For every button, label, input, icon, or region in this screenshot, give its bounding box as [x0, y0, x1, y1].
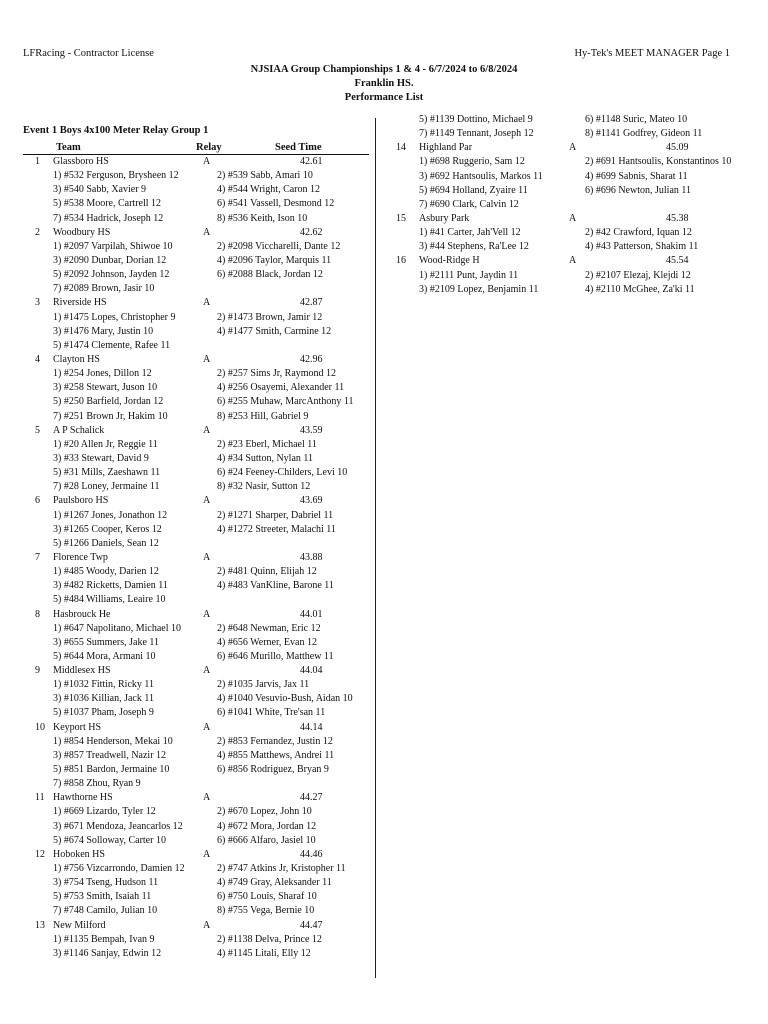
- report-header: [0, 63, 768, 105]
- team-seed-time: 44.04: [300, 665, 323, 677]
- swimmer-row: [23, 240, 373, 254]
- swimmer-row: [23, 212, 373, 226]
- team-row: [23, 608, 373, 622]
- swimmer-row: [23, 509, 373, 523]
- relay-member: 7) #28 Loney, Jermaine 11: [53, 481, 160, 493]
- relay-member: 2) #539 Sabb, Amari 10: [217, 170, 313, 182]
- swimmer-row: [23, 933, 373, 947]
- relay-member: 3) #754 Tseng, Hudson 11: [53, 877, 159, 889]
- relay-member: 3) #33 Stewart, David 9: [53, 452, 149, 464]
- relay-member: 5) #31 Mills, Zaeshawn 11: [53, 467, 161, 479]
- swimmer-row: [23, 452, 373, 466]
- relay-member: 3) #692 Hantsoulis, Markos 11: [419, 170, 543, 182]
- swimmer-row: [23, 820, 373, 834]
- relay-member: 7) #748 Camilo, Julian 10: [53, 905, 158, 917]
- team-seed-time: 43.88: [300, 551, 323, 563]
- swimmer-row: [393, 269, 768, 283]
- relay-member: 2) #1473 Brown, Jamir 12: [217, 311, 323, 323]
- swimmer-row: [393, 226, 768, 240]
- relay-member: 3) #2109 Lopez, Benjamin 11: [419, 283, 539, 295]
- team-seed-time: 44.14: [300, 721, 323, 733]
- team-name: Hawthorne HS: [53, 792, 113, 804]
- team-row: [23, 494, 373, 508]
- relay-member: 4) #749 Gray, Aleksander 11: [217, 877, 332, 889]
- team-name: Wood-Ridge H: [419, 255, 480, 267]
- team-relay: A: [569, 212, 577, 224]
- relay-member: 4) #544 Wright, Caron 12: [217, 184, 321, 196]
- team-name: A P Schalick: [53, 424, 105, 436]
- relay-member: 2) #2098 Viccharelli, Dante 12: [217, 240, 341, 252]
- relay-member: 6) #2088 Black, Jordan 12: [217, 269, 323, 281]
- swimmer-row: [23, 579, 373, 593]
- relay-member: 3) #258 Stewart, Juson 10: [53, 382, 158, 394]
- team-relay: A: [203, 665, 211, 677]
- team-seed-time: 43.69: [300, 495, 323, 507]
- relay-member: 2) #1138 Delva, Prince 12: [217, 933, 322, 945]
- relay-member: 3) #540 Sabb, Xavier 9: [53, 184, 147, 196]
- swimmer-row: [23, 197, 373, 211]
- venue: Franklin HS.: [354, 78, 414, 89]
- team-row: [393, 254, 768, 268]
- swimmer-row: [23, 367, 373, 381]
- team-name: Woodbury HS: [53, 226, 111, 238]
- swimmer-row: [23, 706, 373, 720]
- team-name: Hoboken HS: [53, 848, 105, 860]
- swimmer-row: [23, 410, 373, 424]
- relay-member: 1) #1475 Lopes, Christopher 9: [53, 311, 176, 323]
- relay-member: 1) #1135 Bempah, Ivan 9: [53, 933, 155, 945]
- team-rank: 15: [396, 212, 406, 224]
- event-title: Event 1 Boys 4x100 Meter Relay Group 1: [23, 125, 209, 136]
- relay-member: 4) #1477 Smith, Carmine 12: [217, 325, 332, 337]
- team-row: [23, 353, 373, 367]
- relay-member: 4) #1145 Litali, Elly 12: [217, 947, 311, 959]
- team-relay: A: [203, 297, 211, 309]
- relay-member: 1) #854 Henderson, Mekai 10: [53, 735, 173, 747]
- swimmer-row: [23, 777, 373, 791]
- relay-member: 3) #44 Stephens, Ra'Lee 12: [419, 241, 529, 253]
- team-rank: 16: [396, 255, 406, 267]
- relay-member: 4) #256 Osayemi, Alexander 11: [217, 382, 345, 394]
- team-rank: 7: [35, 551, 40, 563]
- swimmer-row: [393, 283, 768, 297]
- team-relay: A: [569, 255, 577, 267]
- swimmer-row: [23, 862, 373, 876]
- relay-member: 2) #670 Lopez, John 10: [217, 806, 312, 818]
- relay-member: 8) #536 Keith, Ison 10: [217, 212, 308, 224]
- relay-member: 5) #753 Smith, Isaiah 11: [53, 891, 152, 903]
- team-relay: A: [203, 226, 211, 238]
- relay-member: 1) #485 Woody, Darien 12: [53, 566, 159, 578]
- team-seed-time: 42.62: [300, 226, 323, 238]
- team-rank: 5: [35, 424, 40, 436]
- relay-member: 7) #858 Zhou, Ryan 9: [53, 778, 141, 790]
- relay-member: 4) #483 VanKline, Barone 11: [217, 580, 334, 592]
- swimmer-row: [393, 155, 768, 169]
- relay-member: 5) #1139 Dottino, Michael 9: [419, 114, 533, 125]
- swimmer-row: [23, 169, 373, 183]
- swimmer-row: [23, 254, 373, 268]
- relay-member: 5) #1266 Daniels, Sean 12: [53, 537, 159, 549]
- swimmer-row: [23, 565, 373, 579]
- right-column: [393, 113, 768, 297]
- swimmer-row: [23, 523, 373, 537]
- team-rank: 3: [35, 297, 40, 309]
- team-name: Keyport HS: [53, 721, 102, 733]
- relay-member: 3) #671 Mendoza, Jeancarlos 12: [53, 820, 183, 832]
- team-relay: A: [203, 551, 211, 563]
- relay-member: 1) #2097 Varpilah, Shiwoe 10: [53, 240, 173, 252]
- team-rank: 8: [35, 608, 40, 620]
- team-relay: A: [203, 353, 211, 365]
- relay-member: 8) #32 Nasir, Sutton 12: [217, 481, 311, 493]
- relay-member: 1) #20 Allen Jr, Reggie 11: [53, 438, 158, 450]
- relay-member: 2) #2107 Elezaj, Klejdi 12: [585, 269, 691, 281]
- relay-member: 5) #2092 Johnson, Jayden 12: [53, 269, 170, 281]
- team-rank: 1: [35, 156, 40, 167]
- col-relay-header: Relay: [196, 142, 222, 153]
- relay-member: 1) #1032 Fittin, Ricky 11: [53, 679, 155, 691]
- team-seed-time: 44.27: [300, 792, 323, 804]
- relay-member: 3) #1146 Sanjay, Edwin 12: [53, 947, 162, 959]
- swimmer-row: [23, 678, 373, 692]
- swimmer-row: [393, 240, 768, 254]
- relay-member: 5) #538 Moore, Cartrell 12: [53, 198, 162, 210]
- relay-member: 2) #42 Crawford, Iquan 12: [585, 227, 692, 239]
- team-name: Clayton HS: [53, 353, 100, 365]
- swimmer-row: [23, 749, 373, 763]
- team-seed-time: 42.96: [300, 353, 323, 365]
- team-row: [393, 141, 768, 155]
- team-seed-time: 42.61: [300, 156, 323, 167]
- relay-member: 3) #1265 Cooper, Keros 12: [53, 523, 162, 535]
- swimmer-row: [23, 466, 373, 480]
- swimmer-row: [393, 184, 768, 198]
- team-name: Riverside HS: [53, 297, 107, 309]
- team-rank: 10: [35, 721, 45, 733]
- team-row: [393, 212, 768, 226]
- relay-member: 4) #2096 Taylor, Marquis 11: [217, 254, 332, 266]
- team-rank: 2: [35, 226, 40, 238]
- relay-member: 1) #698 Ruggerio, Sam 12: [419, 156, 525, 168]
- relay-member: 3) #1036 Killian, Jack 11: [53, 693, 155, 705]
- team-rank: 13: [35, 919, 45, 931]
- report-title: Performance List: [344, 92, 424, 103]
- relay-member: 6) #666 Alfaro, Jasiel 10: [217, 834, 316, 846]
- relay-member: 3) #1476 Mary, Justin 10: [53, 325, 154, 337]
- swimmer-row: [23, 650, 373, 664]
- relay-member: 1) #647 Napolitano, Michael 10: [53, 622, 182, 634]
- relay-member: 3) #2090 Dunbar, Dorian 12: [53, 254, 167, 266]
- team-relay: A: [203, 156, 211, 167]
- team-name: Highland Par: [419, 142, 473, 154]
- team-rank: 14: [396, 142, 406, 154]
- swimmer-row: [23, 805, 373, 819]
- team-relay: A: [203, 495, 211, 507]
- team-seed-time: 44.47: [300, 919, 323, 931]
- swimmer-row: [23, 311, 373, 325]
- relay-member: 5) #851 Bardon, Jermaine 10: [53, 764, 170, 776]
- swimmer-row: [23, 876, 373, 890]
- team-relay: A: [569, 142, 577, 154]
- team-seed-time: 44.46: [300, 848, 323, 860]
- relay-member: 5) #674 Solloway, Carter 10: [53, 834, 166, 846]
- team-relay: A: [203, 919, 211, 931]
- relay-member: 7) #690 Clark, Calvin 12: [419, 198, 519, 210]
- team-rank: 11: [35, 792, 45, 804]
- relay-member: 2) #853 Fernandez, Justin 12: [217, 735, 333, 747]
- relay-member: 1) #254 Jones, Dillon 12: [53, 368, 152, 380]
- team-row: [23, 721, 373, 735]
- swimmer-row: [23, 268, 373, 282]
- col-seed-header: Seed Time: [275, 142, 322, 153]
- relay-member: 1) #756 Vizcarrondo, Damien 12: [53, 863, 185, 875]
- team-name: Hasbrouck He: [53, 608, 111, 620]
- team-row: [23, 848, 373, 862]
- col-team-header: Team: [56, 142, 81, 153]
- relay-member: 6) #255 Muhaw, MarcAnthony 11: [217, 396, 354, 408]
- team-name: Paulsboro HS: [53, 495, 109, 507]
- swimmer-row: [23, 763, 373, 777]
- left-column: [23, 155, 373, 961]
- team-relay: A: [203, 792, 211, 804]
- meet-title: NJSIAA Group Championships 1 & 4 - 6/7/2024 to 6/8/2024: [250, 64, 518, 75]
- swimmer-row: [23, 692, 373, 706]
- relay-member: 4) #672 Mora, Jordan 12: [217, 820, 317, 832]
- relay-member: 8) #253 Hill, Gabriel 9: [217, 410, 309, 422]
- swimmer-row: [393, 113, 768, 127]
- swimmer-row: [23, 183, 373, 197]
- relay-member: 4) #2110 McGhee, Za'ki 11: [585, 283, 695, 295]
- team-rank: 12: [35, 848, 45, 860]
- relay-member: 2) #23 Eberl, Michael 11: [217, 438, 317, 450]
- relay-member: 6) #856 Rodriguez, Bryan 9: [217, 764, 329, 776]
- relay-member: 5) #644 Mora, Armani 10: [53, 650, 156, 662]
- swimmer-row: [23, 480, 373, 494]
- relay-member: 7) #534 Hadrick, Joseph 12: [53, 212, 164, 224]
- swimmer-row: [23, 381, 373, 395]
- swimmer-row: [23, 325, 373, 339]
- team-name: Asbury Park: [419, 212, 470, 224]
- swimmer-row: [23, 735, 373, 749]
- swimmer-row: [23, 622, 373, 636]
- relay-member: 6) #541 Vassell, Desmond 12: [217, 198, 335, 210]
- relay-member: 2) #1035 Jarvis, Jax 11: [217, 679, 310, 691]
- team-relay: A: [203, 848, 211, 860]
- team-rank: 9: [35, 665, 40, 677]
- relay-member: 4) #1272 Streeter, Malachi 11: [217, 523, 336, 535]
- team-relay: A: [203, 721, 211, 733]
- relay-member: 7) #2089 Brown, Jasir 10: [53, 283, 155, 295]
- swimmer-row: [393, 170, 768, 184]
- swimmer-row: [23, 339, 373, 353]
- swimmer-row: [23, 282, 373, 296]
- relay-member: 5) #694 Holland, Zyaire 11: [419, 184, 528, 196]
- team-row: [23, 791, 373, 805]
- team-seed-time: 45.54: [666, 255, 689, 267]
- relay-member: 2) #648 Newman, Eric 12: [217, 622, 321, 634]
- team-name: New Milford: [53, 919, 106, 931]
- relay-member: 1) #41 Carter, Jah'Vell 12: [419, 227, 521, 239]
- relay-member: 6) #646 Murillo, Matthew 11: [217, 650, 334, 662]
- team-seed-time: 45.38: [666, 212, 689, 224]
- relay-member: 5) #484 Williams, Leaire 10: [53, 594, 166, 606]
- relay-member: 4) #1040 Vesuvio-Bush, Aidan 10: [217, 693, 353, 705]
- swimmer-row: [393, 127, 768, 141]
- relay-member: 7) #251 Brown Jr, Hakim 10: [53, 410, 168, 422]
- team-row: [23, 296, 373, 310]
- relay-member: 5) #250 Barfield, Jordan 12: [53, 396, 164, 408]
- relay-member: 8) #755 Vega, Bernie 10: [217, 905, 315, 917]
- team-row: [23, 155, 373, 169]
- relay-member: 4) #656 Werner, Evan 12: [217, 636, 317, 648]
- swimmer-row: [23, 636, 373, 650]
- swimmer-row: [23, 438, 373, 452]
- swimmer-row: [23, 593, 373, 607]
- swimmer-row: [23, 834, 373, 848]
- team-relay: A: [203, 608, 211, 620]
- relay-member: 6) #1148 Suric, Mateo 10: [585, 114, 688, 125]
- team-row: [23, 664, 373, 678]
- relay-member: 2) #1271 Sharper, Dabriel 11: [217, 509, 334, 521]
- relay-member: 6) #1041 White, Tre'san 11: [217, 707, 326, 719]
- relay-member: 1) #532 Ferguson, Brysheen 12: [53, 170, 179, 182]
- relay-member: 6) #24 Feeney-Childers, Levi 10: [217, 467, 348, 479]
- relay-member: 1) #1267 Jones, Jonathon 12: [53, 509, 168, 521]
- relay-member: 4) #43 Patterson, Shakim 11: [585, 241, 699, 253]
- team-seed-time: 44.01: [300, 608, 323, 620]
- team-rank: 4: [35, 353, 40, 365]
- team-row: [23, 424, 373, 438]
- team-name: Glassboro HS: [53, 156, 109, 167]
- swimmer-row: [23, 904, 373, 918]
- team-name: Middlesex HS: [53, 665, 111, 677]
- team-relay: A: [203, 424, 211, 436]
- team-seed-time: 45.09: [666, 142, 689, 154]
- relay-member: 4) #34 Sutton, Nylan 11: [217, 452, 314, 464]
- relay-member: 5) #1037 Pham, Joseph 9: [53, 707, 154, 719]
- swimmer-row: [23, 890, 373, 904]
- team-row: [23, 919, 373, 933]
- relay-member: 4) #855 Matthews, Andrei 11: [217, 749, 335, 761]
- relay-member: 2) #691 Hantsoulis, Konstantinos 10: [585, 156, 732, 168]
- team-rank: 6: [35, 495, 40, 507]
- relay-member: 3) #655 Summers, Jake 11: [53, 636, 160, 648]
- relay-member: 3) #857 Treadwell, Nazir 12: [53, 749, 167, 761]
- relay-member: 7) #1149 Tennant, Joseph 12: [419, 128, 534, 140]
- relay-member: 2) #481 Quinn, Elijah 12: [217, 566, 317, 578]
- team-seed-time: 43.59: [300, 424, 323, 436]
- relay-member: 1) #669 Lizardo, Tyler 12: [53, 806, 156, 818]
- relay-member: 8) #1141 Godfrey, Gideon 11: [585, 128, 703, 140]
- column-divider: [375, 118, 376, 978]
- swimmer-row: [23, 395, 373, 409]
- swimmer-row: [23, 947, 373, 961]
- relay-member: 6) #750 Louis, Sharaf 10: [217, 891, 317, 903]
- relay-member: 3) #482 Ricketts, Damien 11: [53, 580, 168, 592]
- team-seed-time: 42.87: [300, 297, 323, 309]
- relay-member: 2) #257 Sims Jr, Raymond 12: [217, 368, 337, 380]
- team-row: [23, 551, 373, 565]
- relay-member: 1) #2111 Punt, Jaydin 11: [419, 269, 519, 281]
- license-text: LFRacing - Contractor License: [23, 48, 154, 59]
- swimmer-row: [23, 537, 373, 551]
- team-name: Florence Twp: [53, 551, 108, 563]
- software-page-label: Hy-Tek's MEET MANAGER Page 1: [574, 48, 730, 59]
- relay-member: 4) #699 Sabnis, Sharat 11: [585, 170, 688, 182]
- team-row: [23, 226, 373, 240]
- relay-member: 5) #1474 Clemente, Rafee 11: [53, 339, 171, 351]
- swimmer-row: [393, 198, 768, 212]
- relay-member: 2) #747 Atkins Jr, Kristopher 11: [217, 863, 346, 875]
- relay-member: 6) #696 Newton, Julian 11: [585, 184, 692, 196]
